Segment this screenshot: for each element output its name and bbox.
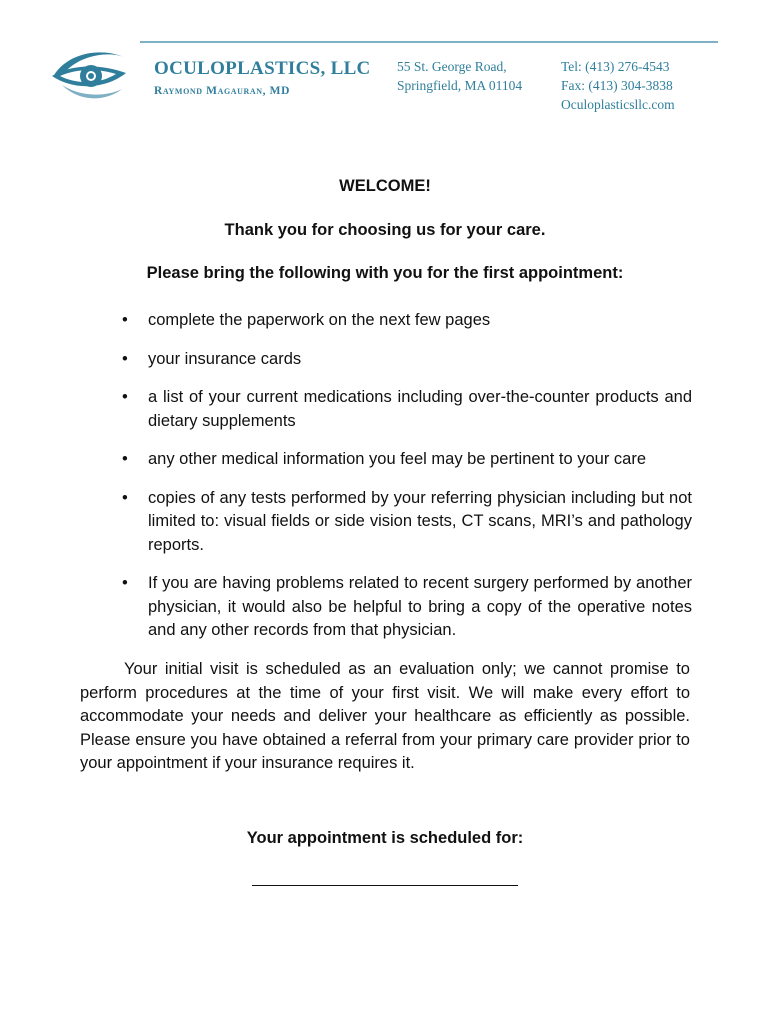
list-item [122,348,692,372]
checklist [122,309,692,658]
bullet-icon: • [122,349,128,368]
list-item [122,309,692,333]
appointment-label: Your appointment is scheduled for: [246,829,524,847]
list-item [122,448,692,472]
fax-number: Fax: (413) 304-3838 [561,78,673,93]
list-item-text: complete the paperwork on the next few pages [148,311,491,329]
company-name: OCULOPLASTICS, LLC [154,58,371,79]
website: Oculoplasticsllc.com [561,97,675,112]
address-block [397,57,522,95]
bullet-icon: • [122,311,128,329]
list-item-text: copies of any tests performed by your referring physician including but not limited to: visual fields or side vision tests, CT scans, MRI’s and pathology reports. [148,488,692,554]
visit-info-paragraph: Your initial visit is scheduled as an evaluation only; we cannot promise to perform procedures at the time of your first visit. We will make every effort to accommodate your needs and deliver your healthcare as efficiently as possible. Please ensure you have obtained a referral from your primary care provider prior to your appointment if your insurance requires it. [80,660,690,772]
address-line-2: Springfield, MA 01104 [397,78,523,93]
bullet-icon: • [122,450,128,468]
bullet-icon: • [122,574,128,592]
welcome-heading: WELCOME! [339,177,431,195]
address-line-1: 55 St. George Road, [397,59,507,74]
list-item [122,487,692,558]
bullet-icon: • [122,388,128,406]
header-divider [140,41,718,43]
list-item-text: any other medical information you feel may be pertinent to your care [148,450,647,468]
bring-items-heading: Please bring the following with you for the first appointment: [146,264,624,282]
list-item-text: your insurance cards [148,349,302,368]
list-item-text: If you are having problems related to recent surgery performed by another physician, it would also be helpful to bring a copy of the operative notes and any other records from that physician. [148,574,692,639]
list-item [122,572,692,643]
appointment-blank-line[interactable] [252,885,518,886]
thank-you-line: Thank you for choosing us for your care. [224,221,546,239]
list-item [122,386,692,433]
phone-number: Tel: (413) 276-4543 [561,59,670,74]
letterhead [0,0,770,120]
list-item-text: a list of your current medications including over-the-counter products and dietary supplements [148,388,692,430]
bullet-icon: • [122,488,128,507]
contact-block [561,57,675,114]
doctor-name: Raymond Magauran, MD [154,85,290,97]
eye-logo-icon [50,45,130,107]
